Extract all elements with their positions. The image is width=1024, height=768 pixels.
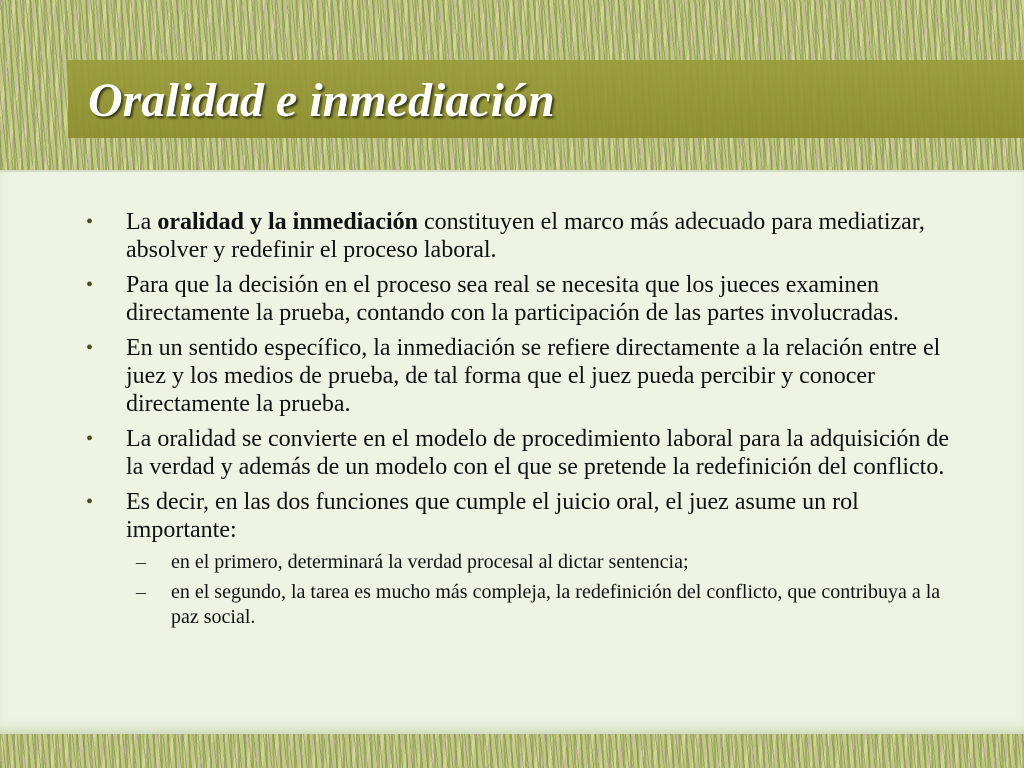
bullet-text-bold: oralidad y la inmediación [157,209,419,235]
bullet-dot-icon: • [86,337,94,359]
bullet-text: Para que la decisión en el proceso sea real se necesita que los jueces examinen directamente la prueba, contando con la participación de las partes involucradas. [126,272,900,326]
slide-title: Oralidad e inmediación [88,74,555,127]
bullet-list [86,208,966,637]
sub-bullet-item [126,580,966,630]
sub-bullet-text: en el segundo, la tarea es mucho más compleja, la redefinición del conflicto, que contribuya a la paz social. [171,581,941,628]
bullet-text-prefix: La [126,209,158,235]
bullet-text [126,209,925,263]
bullet-dot-icon: • [86,211,94,233]
dash-icon: – [136,551,146,573]
bullet-item [86,425,966,481]
bullet-item [86,208,966,264]
sub-bullet-text: en el primero, determinará la verdad procesal al dictar sentencia; [171,551,689,573]
bullet-text-suffix: constituyen el marco más adecuado para mediatizar, absolver y redefinir el proceso laboral. [126,209,925,263]
bullet-text: Es decir, en las dos funciones que cumple el juicio oral, el juez asume un rol importante: [126,489,859,543]
bullet-item [86,271,966,327]
dash-icon: – [136,581,146,603]
bullet-item [86,488,966,630]
bullet-text: En un sentido específico, la inmediación se refiere directamente a la relación entre el juez y los medios de prueba, de tal forma que el juez pueda percibir y conocer directamente la prueba. [126,335,941,417]
bullet-item [86,334,966,418]
sub-bullet-item [126,550,966,575]
bullet-dot-icon: • [86,428,94,450]
bullet-dot-icon: • [86,274,94,296]
bullet-dot-icon: • [86,491,94,513]
bullet-text: La oralidad se convierte en el modelo de procedimiento laboral para la adquisición de la verdad y además de un modelo con el que se pretende la redefinición del conflicto. [126,426,950,480]
sub-bullet-list [126,550,966,630]
